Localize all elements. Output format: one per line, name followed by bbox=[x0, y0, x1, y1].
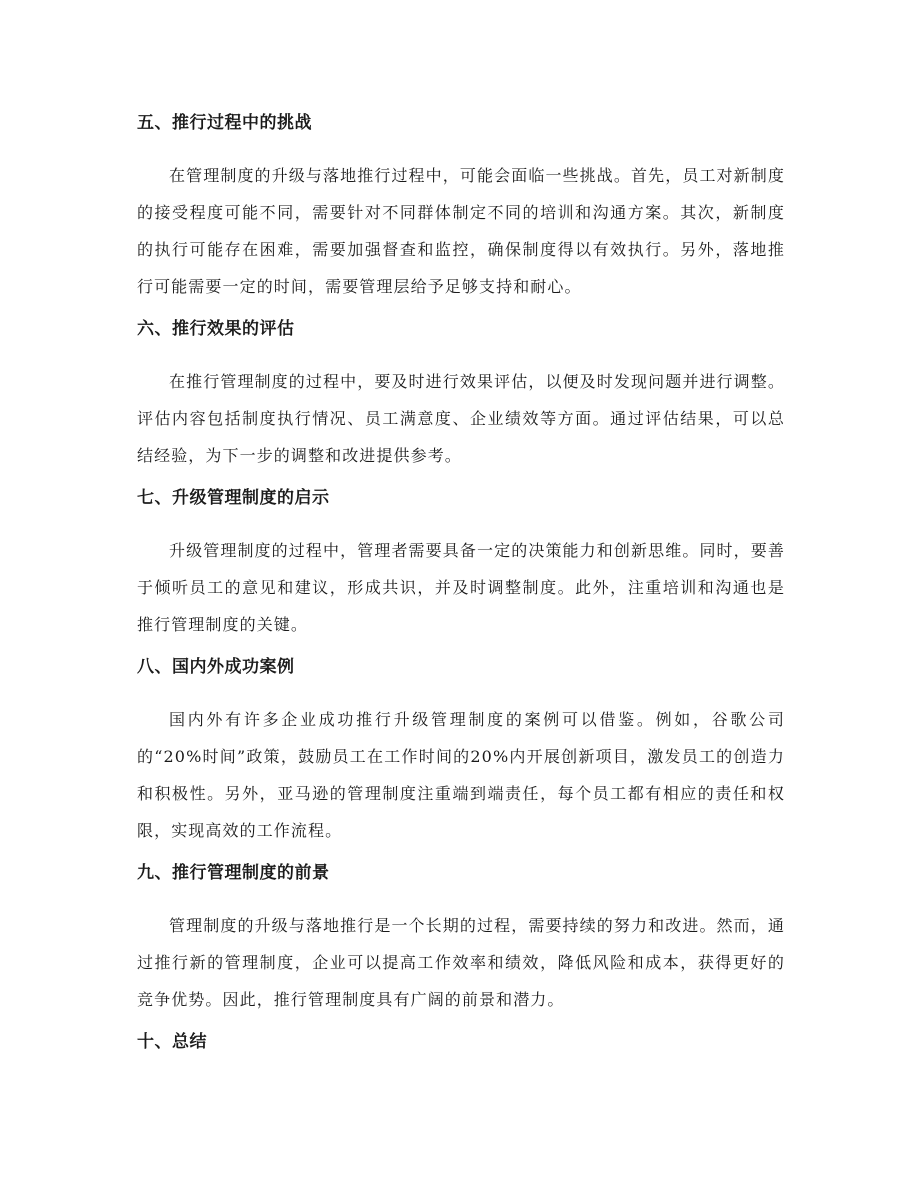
section-evaluation bbox=[137, 317, 785, 474]
section-heading: 五、推行过程中的挑战 bbox=[137, 113, 312, 133]
section-heading: 七、升级管理制度的启示 bbox=[137, 488, 330, 508]
section-case-studies bbox=[137, 655, 785, 849]
section-challenges bbox=[137, 111, 785, 305]
section-heading: 十、总结 bbox=[137, 1032, 207, 1052]
section-paragraph: 在管理制度的升级与落地推行过程中，可能会面临一些挑战。首先，员工对新制度的接受程度可能不同，需要针对不同群体制定不同的培训和沟通方案。其次，新制度的执行可能存在困难，需要加强督查和监控，确保制度得以有效执行。另外，落地推行可能需要一定的时间，需要管理层给予足够支持和耐心。 bbox=[137, 166, 785, 296]
section-heading: 六、推行效果的评估 bbox=[137, 319, 295, 339]
section-paragraph: 管理制度的升级与落地推行是一个长期的过程，需要持续的努力和改进。然而，通过推行新的管理制度，企业可以提高工作效率和绩效，降低风险和成本，获得更好的竞争优势。因此，推行管理制度具有广阔的前景和潜力。 bbox=[137, 916, 785, 1009]
section-paragraph: 在推行管理制度的过程中，要及时进行效果评估，以便及时发现问题并进行调整。评估内容包括制度执行情况、员工满意度、企业绩效等方面。通过评估结果，可以总结经验，为下一步的调整和改进提供参考。 bbox=[137, 372, 785, 465]
section-summary bbox=[137, 1030, 785, 1054]
section-outlook bbox=[137, 861, 785, 1018]
section-insights bbox=[137, 486, 785, 643]
document-page bbox=[137, 100, 785, 1054]
section-paragraph: 国内外有许多企业成功推行升级管理制度的案例可以借鉴。例如，谷歌公司的“20%时间”政策，鼓励员工在工作时间的20%内开展创新项目，激发员工的创造力和积极性。另外，亚马逊的管理制度注重端到端责任，每个员工都有相应的责任和权限，实现高效的工作流程。 bbox=[137, 710, 785, 840]
section-heading: 八、国内外成功案例 bbox=[137, 657, 295, 677]
section-heading: 九、推行管理制度的前景 bbox=[137, 863, 330, 883]
section-paragraph: 升级管理制度的过程中，管理者需要具备一定的决策能力和创新思维。同时，要善于倾听员工的意见和建议，形成共识，并及时调整制度。此外，注重培训和沟通也是推行管理制度的关键。 bbox=[137, 541, 785, 634]
